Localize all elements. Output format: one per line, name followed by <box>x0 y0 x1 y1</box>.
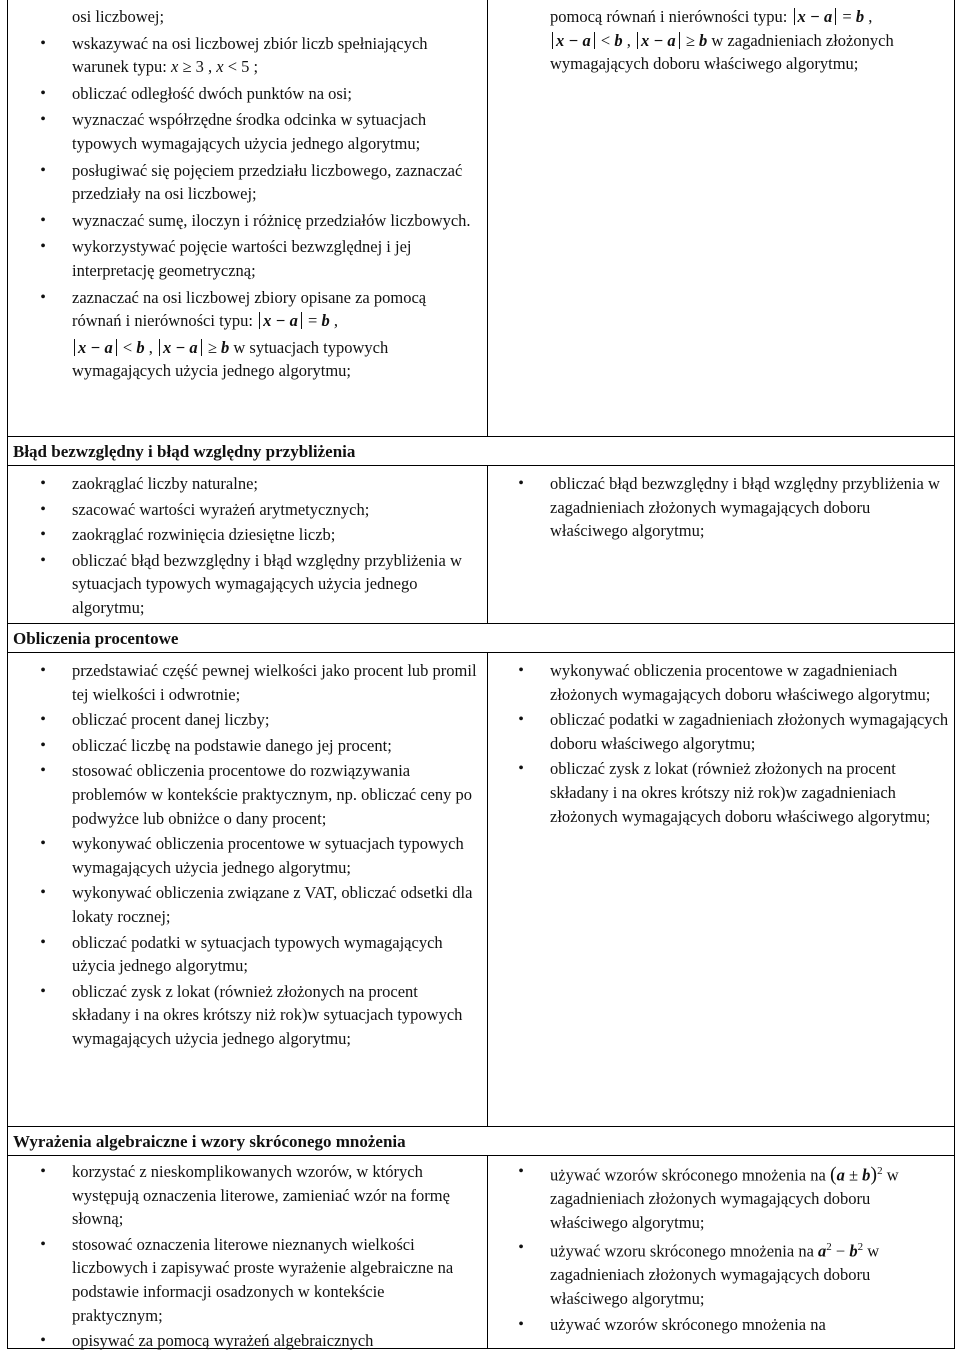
row-divider <box>7 652 955 653</box>
row-divider <box>7 1155 955 1156</box>
right-list-section2 <box>518 472 950 543</box>
column-divider <box>487 0 488 436</box>
list-item: • obliczać liczbę na podstawie danego jej procent; <box>40 735 392 755</box>
list-item: • zaznaczać na osi liczbowej zbiory opisane za pomocą równań i nierówności typu: x − a = b , <box>40 287 427 331</box>
list-item: • używać wzorów skróconego mnożenia na <box>518 1314 826 1334</box>
list-item: • wykonywać obliczenia procentowe w zagadnieniach złożonych wymagających doboru właściwego algorytmu; <box>518 661 931 704</box>
list-item: pomocą równań i nierówności typu: x − a = b , <box>550 7 873 26</box>
list-item: • używać wzorów skróconego mnożenia na $(a \pm b)^2$ w zagadnieniach złożonych wymagających doboru właściwego algorytmu; <box>518 1163 899 1232</box>
left-list-top <box>40 5 477 383</box>
list-item: • obliczać błąd bezwzględny i błąd względny przybliżenia w zagadnieniach złożonych wymagających doboru właściwego algorytmu; <box>518 474 940 541</box>
row-divider <box>7 623 955 624</box>
column-divider <box>487 1155 488 1349</box>
list-item: • wskazywać na osi liczbowej zbiór liczb spełniających warunek typu: x ≥ 3 , x < 5 ; <box>40 33 428 77</box>
left-list-section2 <box>40 472 477 620</box>
list-item: • opisywać za pomocą wyrażeń algebraicznych <box>40 1331 374 1351</box>
list-item: • obliczać podatki w sytuacjach typowych wymagających użycia jednego algorytmu; <box>40 932 443 976</box>
column-divider <box>487 465 488 623</box>
column-divider <box>487 652 488 1126</box>
list-item: • wykonywać obliczenia procentowe w sytuacjach typowych wymagających użycia jednego algorytmu; <box>40 834 464 877</box>
list-item: • obliczać odległość dwóch punktów na osi; <box>40 83 352 103</box>
section-header: Wyrażenia algebraiczne i wzory skróconego mnożenia <box>13 1132 406 1151</box>
left-list-section4 <box>40 1160 477 1353</box>
list-item: • wykorzystywać pojęcie wartości bezwzględnej i jej interpretację geometryczną; <box>40 237 412 280</box>
list-item: • zaokrąglać liczby naturalne; <box>40 474 258 493</box>
row-divider <box>7 436 955 437</box>
list-item: • wyznaczać współrzędne środka odcinka w sytuacjach typowych wymagających użycia jednego algorytmu; <box>40 110 427 153</box>
row-divider <box>7 465 955 466</box>
right-list-section3 <box>518 659 950 828</box>
list-item: wymagających użycia jednego algorytmu; <box>72 361 352 381</box>
list-item: • używać wzoru skróconego mnożenia na $a^2 - b^2$ w zagadnieniach złożonych wymagających doboru właściwego algorytmu; <box>518 1239 880 1308</box>
row-divider <box>7 1126 955 1127</box>
list-item: • wyznaczać sumę, iloczyn i różnicę przedziałów liczbowych. <box>40 210 471 230</box>
list-item: x − a < b , x − a ≥ b w sytuacjach typowych <box>72 336 477 360</box>
section-header: Obliczenia procentowe <box>13 629 179 648</box>
right-list-top <box>550 5 950 76</box>
list-item: x − a < b , x − a ≥ b w zagadnieniach złożonych <box>550 29 950 53</box>
list-item: • szacować wartości wyrażeń arytmetycznych; <box>40 499 370 519</box>
list-item: • zaokrąglać rozwinięcia dziesiętne liczb; <box>40 525 336 545</box>
list-item: • stosować obliczenia procentowe do rozwiązywania problemów w kontekście praktycznym, np. obliczać ceny po podwyżce lub obniżce o dany procent; <box>40 761 472 828</box>
list-item: • korzystać z nieskomplikowanych wzorów, w których występują oznaczenia literowe, zamieniać wzór na formę słowną; <box>40 1162 450 1229</box>
list-item: • obliczać procent danej liczby; <box>40 710 270 730</box>
list-item: • obliczać zysk z lokat (również złożonych na procent składany i na okres krótszy niż rok)w sytuacjach typowych wymagających użycia jednego algorytmu; <box>40 981 463 1048</box>
list-item: • stosować oznaczenia literowe nieznanych wielkości liczbowych i zapisywać proste wyrażenie algebraiczne na podstawie informacji osadzonych w kontekście praktycznym; <box>40 1234 454 1325</box>
right-list-section4 <box>518 1160 950 1336</box>
section-header: Błąd bezwzględny i błąd względny przybliżenia <box>13 442 356 461</box>
list-item: • wykonywać obliczenia związane z VAT, obliczać odsetki dla lokaty rocznej; <box>40 883 473 926</box>
list-item: • przedstawiać część pewnej wielkości jako procent lub promil tej wielkości i odwrotnie; <box>40 661 477 704</box>
left-list-section3 <box>40 659 477 1051</box>
list-item: • obliczać podatki w zagadnieniach złożonych wymagających doboru właściwego algorytmu; <box>518 710 949 753</box>
list-item: wymagających doboru właściwego algorytmu; <box>550 54 859 74</box>
list-item: • obliczać błąd bezwzględny i błąd względny przybliżenia w sytuacjach typowych wymagających użycia jednego algorytmu; <box>40 550 462 617</box>
list-item: • posługiwać się pojęciem przedziału liczbowego, zaznaczać przedziały na osi liczbowej; <box>40 160 463 204</box>
list-item: osi liczbowej; <box>72 7 165 26</box>
list-item: • obliczać zysk z lokat (również złożonych na procent składany i na okres krótszy niż rok)w zagadnieniach złożonych wymagających doboru właściwego algorytmu; <box>518 759 931 826</box>
